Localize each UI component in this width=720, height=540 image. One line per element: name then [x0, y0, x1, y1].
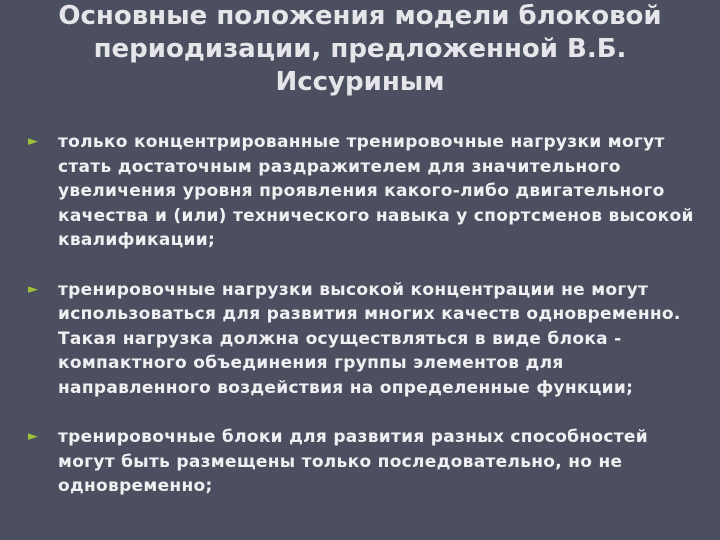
triangle-right-icon: ►: [28, 281, 39, 297]
triangle-right-icon: ►: [28, 429, 39, 444]
triangle-right-icon: ►: [28, 134, 39, 149]
list-item-text: только концентрированные тренировочные нагрузки могут стать достаточным раздражителем для значительного увеличения уровня проявления какого-либо двигательного качества и (или) технического навыка у спортсменов высокой квалификации;: [58, 132, 694, 250]
bullet-list: [28, 130, 708, 524]
list-item: [28, 425, 708, 499]
list-item-text: тренировочные нагрузки высокой концентрации не могут использоваться для развития многих качеств одновременно. Такая нагрузка должна осуществляться в виде блока - компактного объединения группы элементов для направленного воздействия на определенные функции;: [58, 279, 681, 398]
list-item: [28, 130, 708, 253]
list-item-text: тренировочные блоки для развития разных способностей могут быть размещены только последовательно, но не одновременно;: [58, 427, 648, 496]
slide-title: Основные положения модели блоковой периодизации, предложенной В.Б. Иссуриным: [58, 1, 662, 97]
list-item: [28, 278, 708, 401]
